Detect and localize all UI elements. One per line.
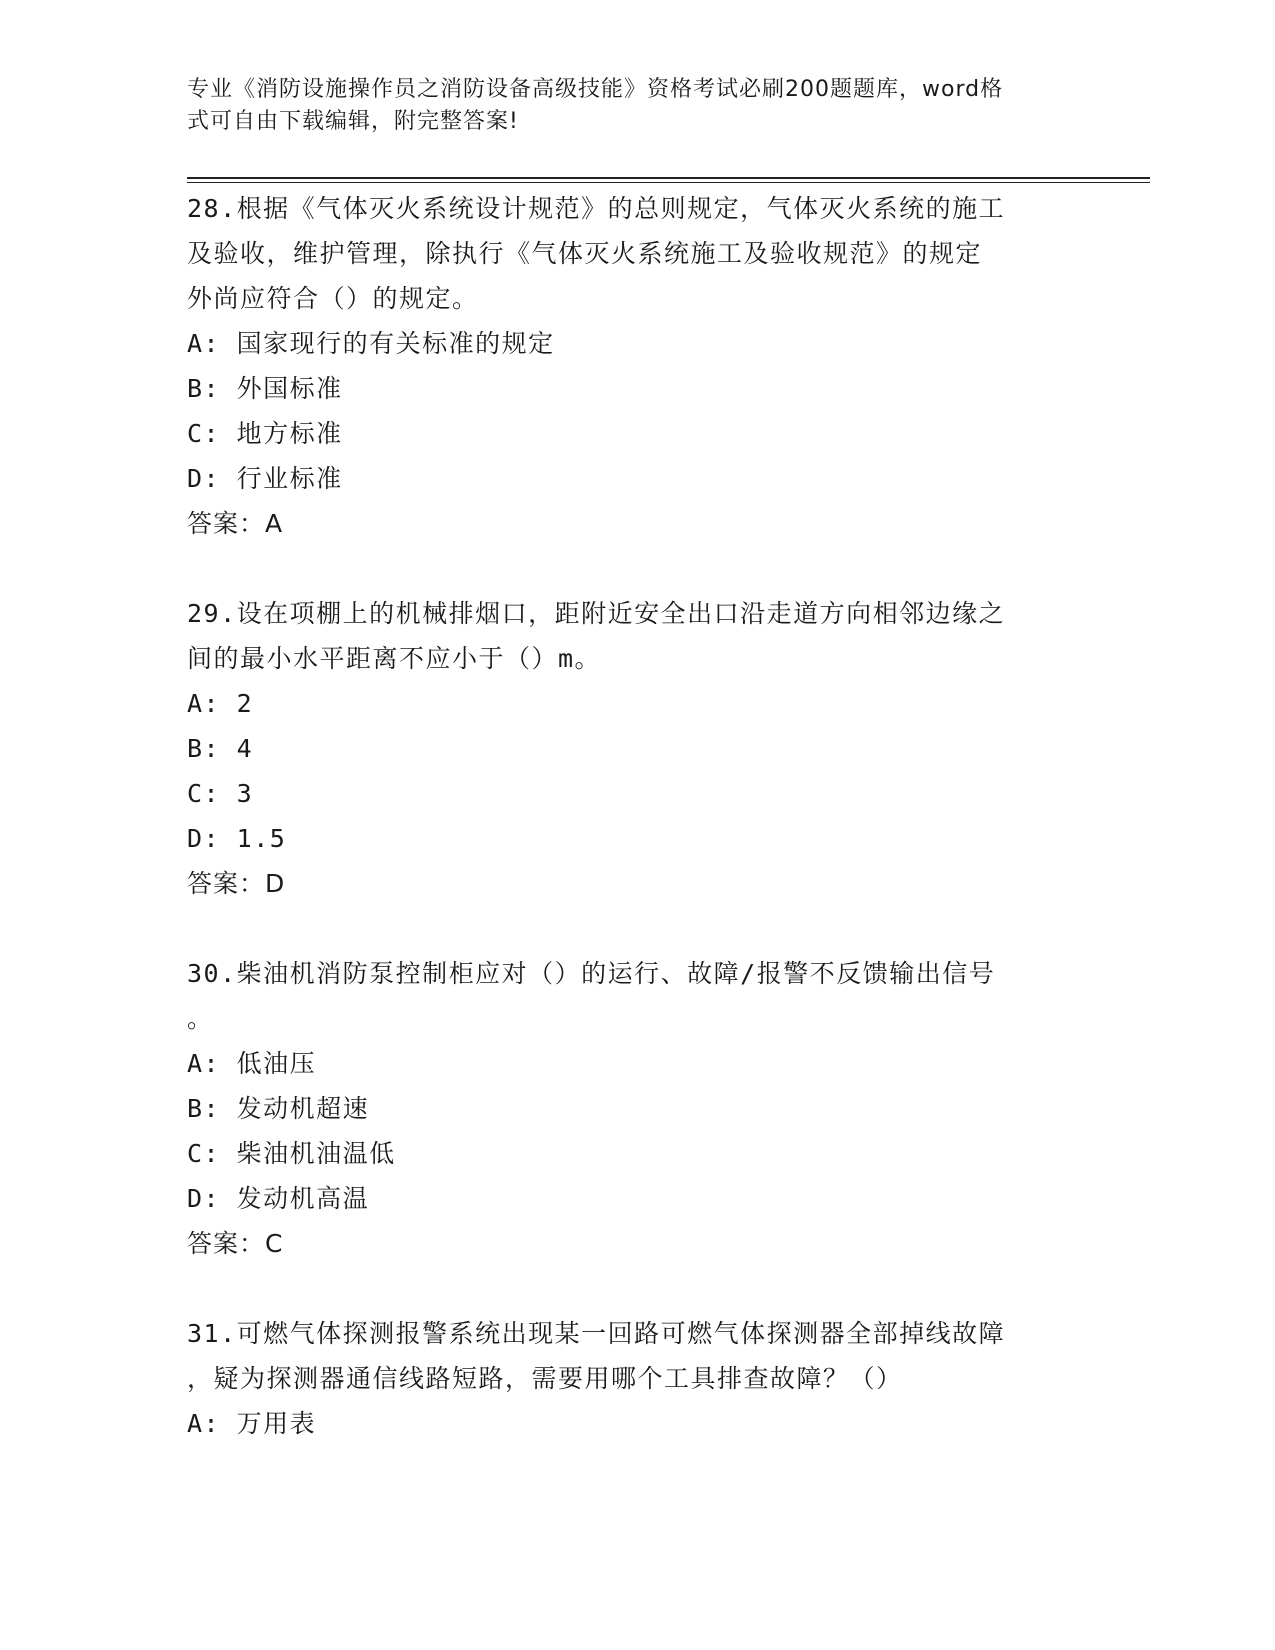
option-a: A: 2 bbox=[187, 689, 254, 718]
question-31 bbox=[187, 1311, 1087, 1446]
question-stem-line: 29.设在项棚上的机械排烟口，距附近安全出口沿走道方向相邻边缘之 bbox=[187, 599, 1006, 628]
header-divider-thick bbox=[187, 177, 1150, 179]
option-d: D: 发动机高温 bbox=[187, 1184, 370, 1213]
option-b: B: 发动机超速 bbox=[187, 1094, 370, 1123]
question-stem-line: 31.可燃气体探测报警系统出现某一回路可燃气体探测器全部掉线故障 bbox=[187, 1319, 1006, 1348]
question-stem-line: 及验收，维护管理，除执行《气体灭火系统施工及验收规范》的规定 bbox=[187, 239, 983, 268]
question-stem-line: 30.柴油机消防泵控制柜应对（）的运行、故障/报警不反馈输出信号 bbox=[187, 959, 996, 988]
question-stem-line: 间的最小水平距离不应小于（）m。 bbox=[187, 644, 602, 673]
answer-label: 答案：C bbox=[187, 1229, 284, 1258]
answer-label: 答案：A bbox=[187, 509, 284, 538]
question-stem-line: 外尚应符合（）的规定。 bbox=[187, 284, 479, 313]
option-b: B: 4 bbox=[187, 734, 254, 763]
question-stem-line: ，疑为探测器通信线路短路，需要用哪个工具排查故障？（） bbox=[187, 1364, 903, 1393]
header-line-1: 专业《消防设施操作员之消防设备高级技能》资格考试必刷200题题库，word格 bbox=[187, 77, 1004, 102]
option-c: C: 3 bbox=[187, 779, 254, 808]
header-divider-thin bbox=[187, 182, 1150, 183]
option-a: A: 低油压 bbox=[187, 1049, 317, 1078]
question-list bbox=[187, 186, 1087, 1491]
option-c: C: 柴油机油温低 bbox=[187, 1139, 396, 1168]
document-header bbox=[187, 74, 1067, 138]
question-stem-line: 。 bbox=[187, 1004, 214, 1033]
header-line-2: 式可自由下载编辑，附完整答案! bbox=[187, 109, 519, 134]
option-c: C: 地方标准 bbox=[187, 419, 343, 448]
option-d: D: 行业标准 bbox=[187, 464, 343, 493]
option-d: D: 1.5 bbox=[187, 824, 287, 853]
question-stem-line: 28.根据《气体灭火系统设计规范》的总则规定，气体灭火系统的施工 bbox=[187, 194, 1006, 223]
option-b: B: 外国标准 bbox=[187, 374, 343, 403]
option-a: A: 万用表 bbox=[187, 1409, 317, 1438]
question-30 bbox=[187, 951, 1087, 1266]
question-28 bbox=[187, 186, 1087, 546]
option-a: A: 国家现行的有关标准的规定 bbox=[187, 329, 555, 358]
answer-label: 答案：D bbox=[187, 869, 286, 898]
question-29 bbox=[187, 591, 1087, 906]
